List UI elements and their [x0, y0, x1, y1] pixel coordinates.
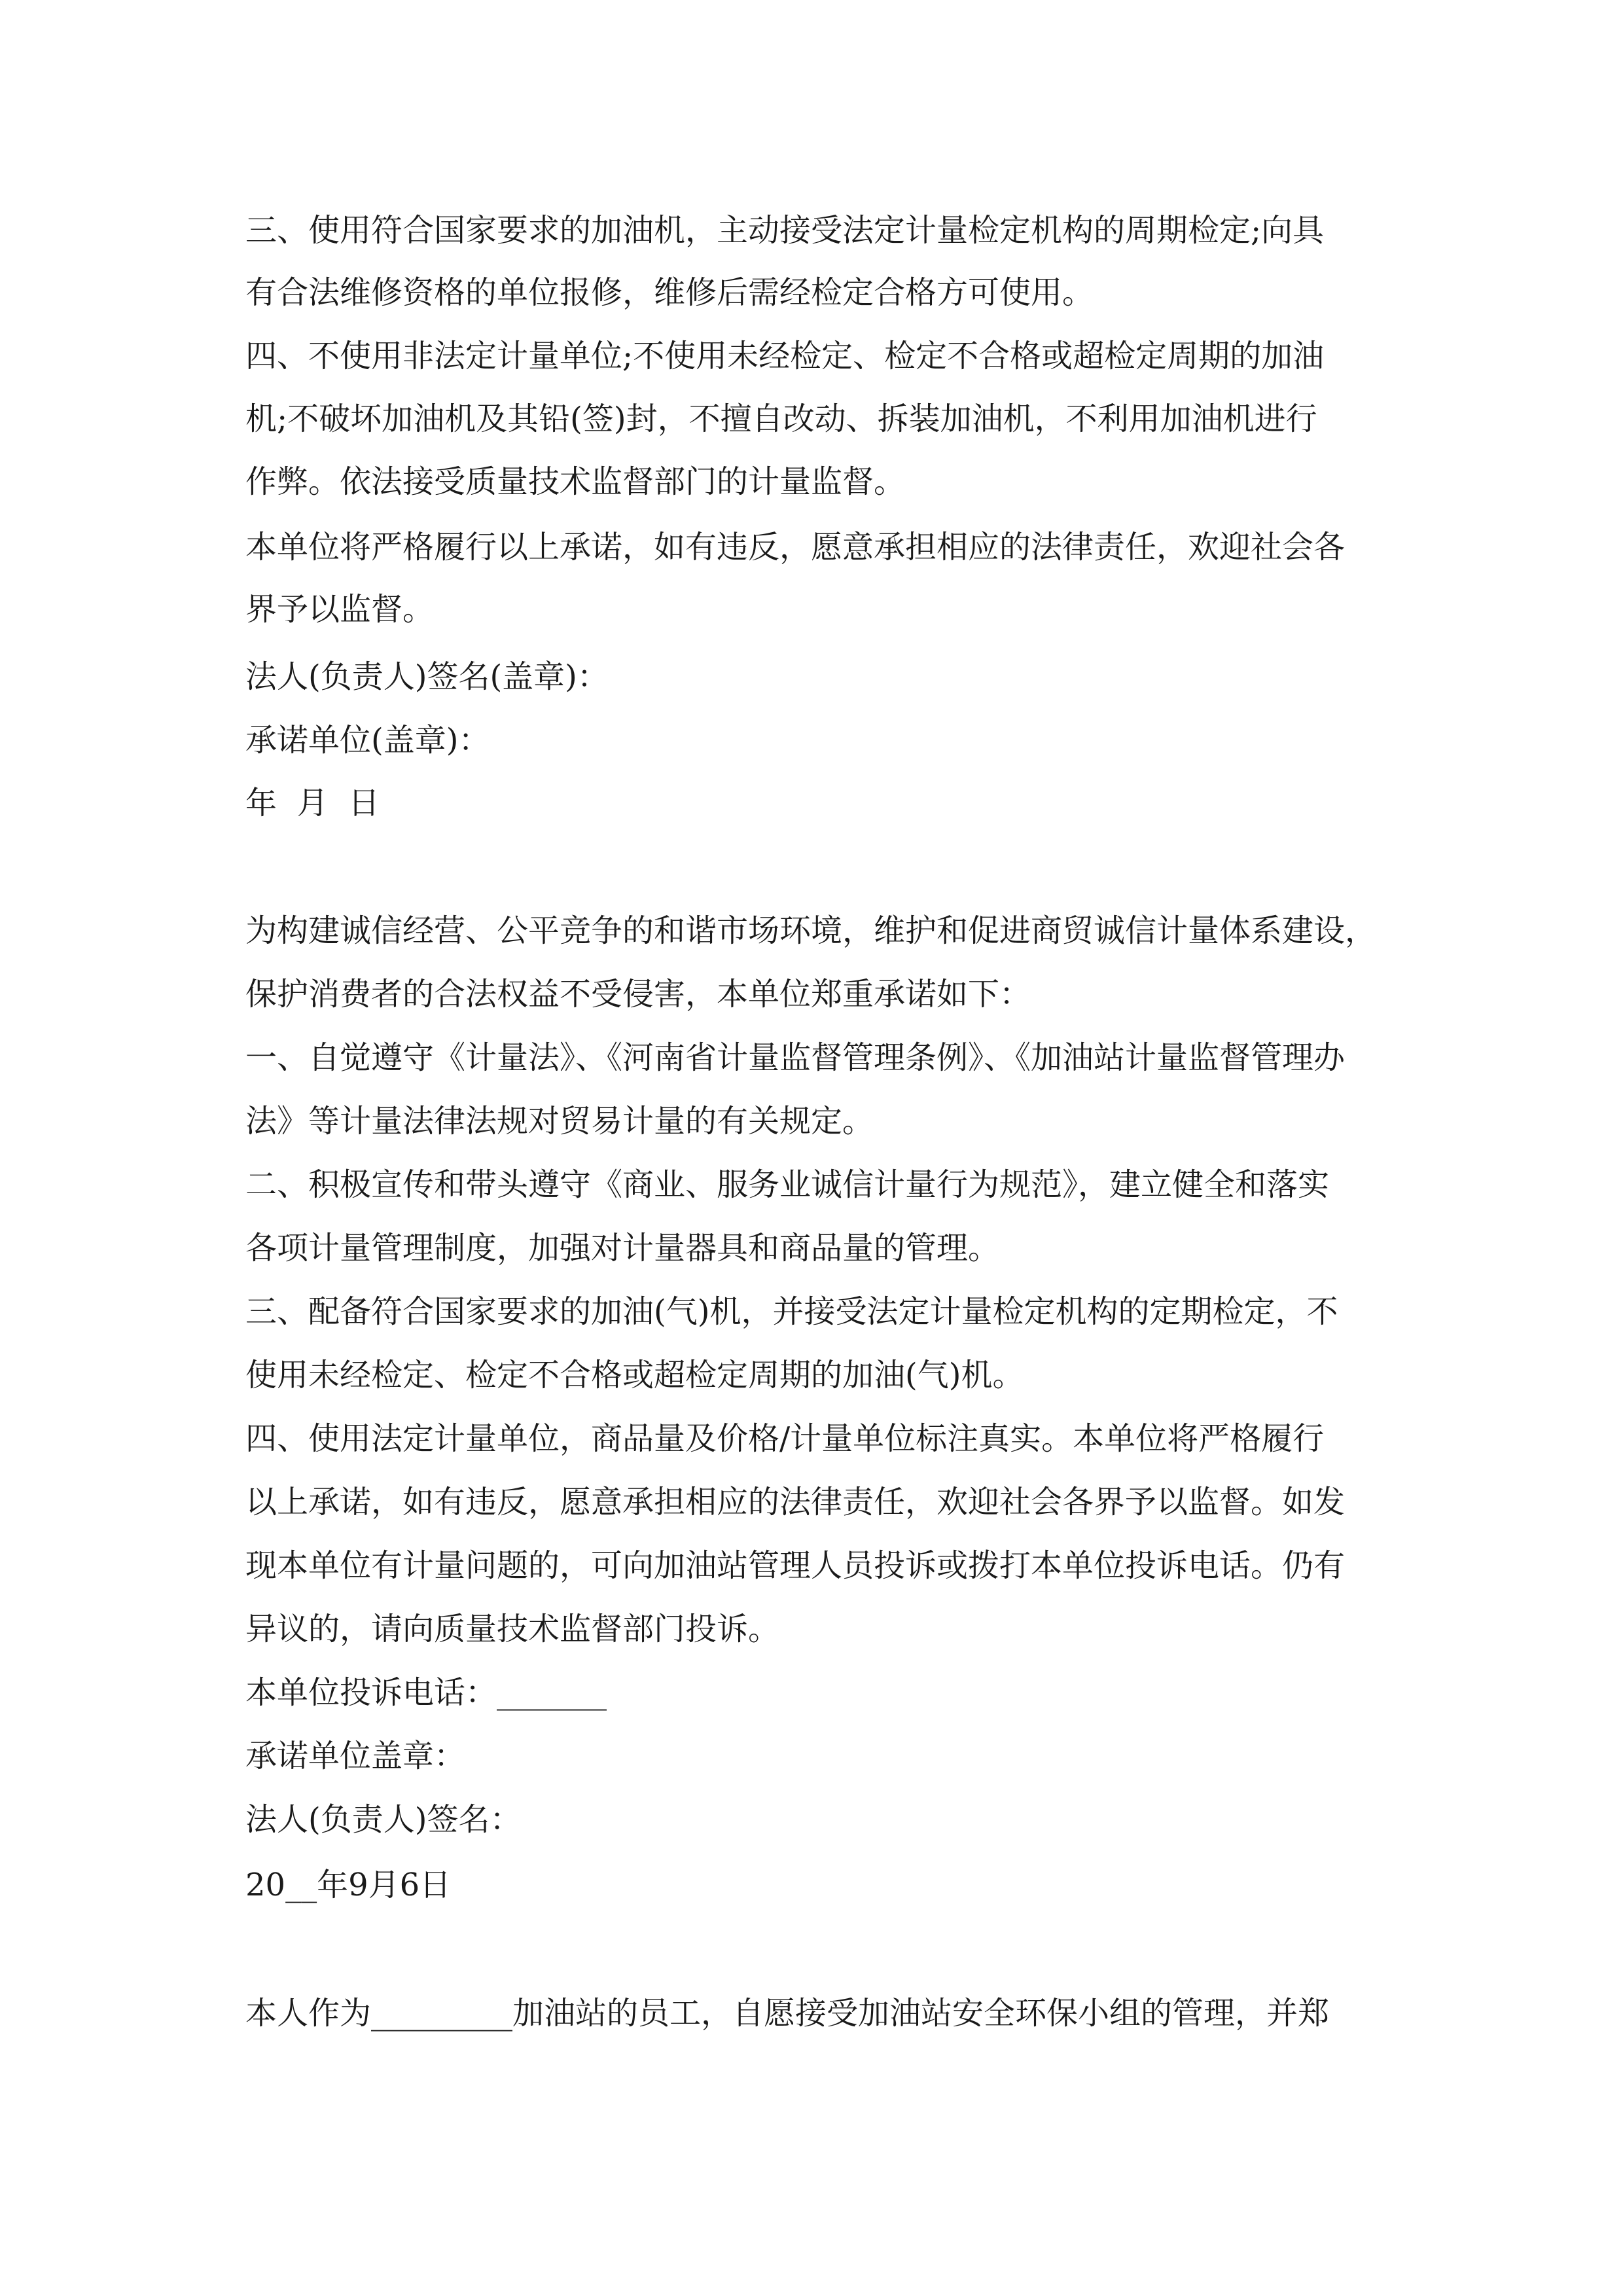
text-line: 有合法维修资格的单位报修，维修后需经检定合格方可使用。 [245, 274, 1094, 311]
text-line: 以上承诺，如有违反，愿意承担相应的法律责任，欢迎社会各界予以监督。如发 [245, 1484, 1346, 1520]
text-line: 20__年9月6日 [245, 1867, 452, 1903]
text-line: 异议的，请向质量技术监督部门投诉。 [245, 1611, 780, 1647]
text-line: 年 月 日 [245, 785, 380, 821]
text-line: 使用未经检定、检定不合格或超检定周期的加油(气)机。 [245, 1357, 1024, 1393]
text-line: 法人(负责人)签名： [245, 1801, 522, 1838]
text-line: 各项计量管理制度，加强对计量器具和商品量的管理。 [245, 1230, 1000, 1266]
text-line: 三、使用符合国家要求的加油机，主动接受法定计量检定机构的周期检定;向具 [245, 212, 1325, 249]
text-line: 本单位投诉电话：_______ [245, 1674, 607, 1711]
text-line: 承诺单位(盖章)： [245, 722, 490, 759]
text-line: 二、积极宣传和带头遵守《商业、服务业诚信计量行为规范》，建立健全和落实 [245, 1166, 1330, 1203]
text-line: 四、不使用非法定计量单位;不使用未经检定、检定不合格或超检定周期的加油 [245, 338, 1325, 374]
text-line: 本人作为_________加油站的员工，自愿接受加油站安全环保小组的管理，并郑 [245, 1995, 1330, 2032]
text-line: 作弊。依法接受质量技术监督部门的计量监督。 [245, 463, 906, 500]
text-line: 法》等计量法律法规对贸易计量的有关规定。 [245, 1103, 874, 1139]
text-line: 法人(负责人)签名(盖章)： [245, 658, 609, 695]
text-line: 现本单位有计量问题的，可向加油站管理人员投诉或拨打本单位投诉电话。仍有 [245, 1547, 1346, 1584]
text-line: 一、自觉遵守《计量法》、《河南省计量监督管理条例》、《加油站计量监督管理办 [245, 1039, 1346, 1076]
text-line: 承诺单位盖章： [245, 1738, 466, 1774]
text-line: 界予以监督。 [245, 591, 435, 628]
text-line: 为构建诚信经营、公平竞争的和谐市场环境，维护和促进商贸诚信计量体系建设， [245, 912, 1377, 949]
text-line: 保护消费者的合法权益不受侵害，本单位郑重承诺如下： [245, 976, 1031, 1013]
text-line: 三、配备符合国家要求的加油(气)机，并接受法定计量检定机构的定期检定，不 [245, 1293, 1338, 1330]
text-line: 机;不破坏加油机及其铅(签)封，不擅自改动、拆装加油机，不利用加油机进行 [245, 401, 1317, 437]
text-line: 四、使用法定计量单位，商品量及价格/计量单位标注真实。本单位将严格履行 [245, 1420, 1325, 1457]
text-line: 本单位将严格履行以上承诺，如有违反，愿意承担相应的法律责任，欢迎社会各 [245, 529, 1346, 565]
